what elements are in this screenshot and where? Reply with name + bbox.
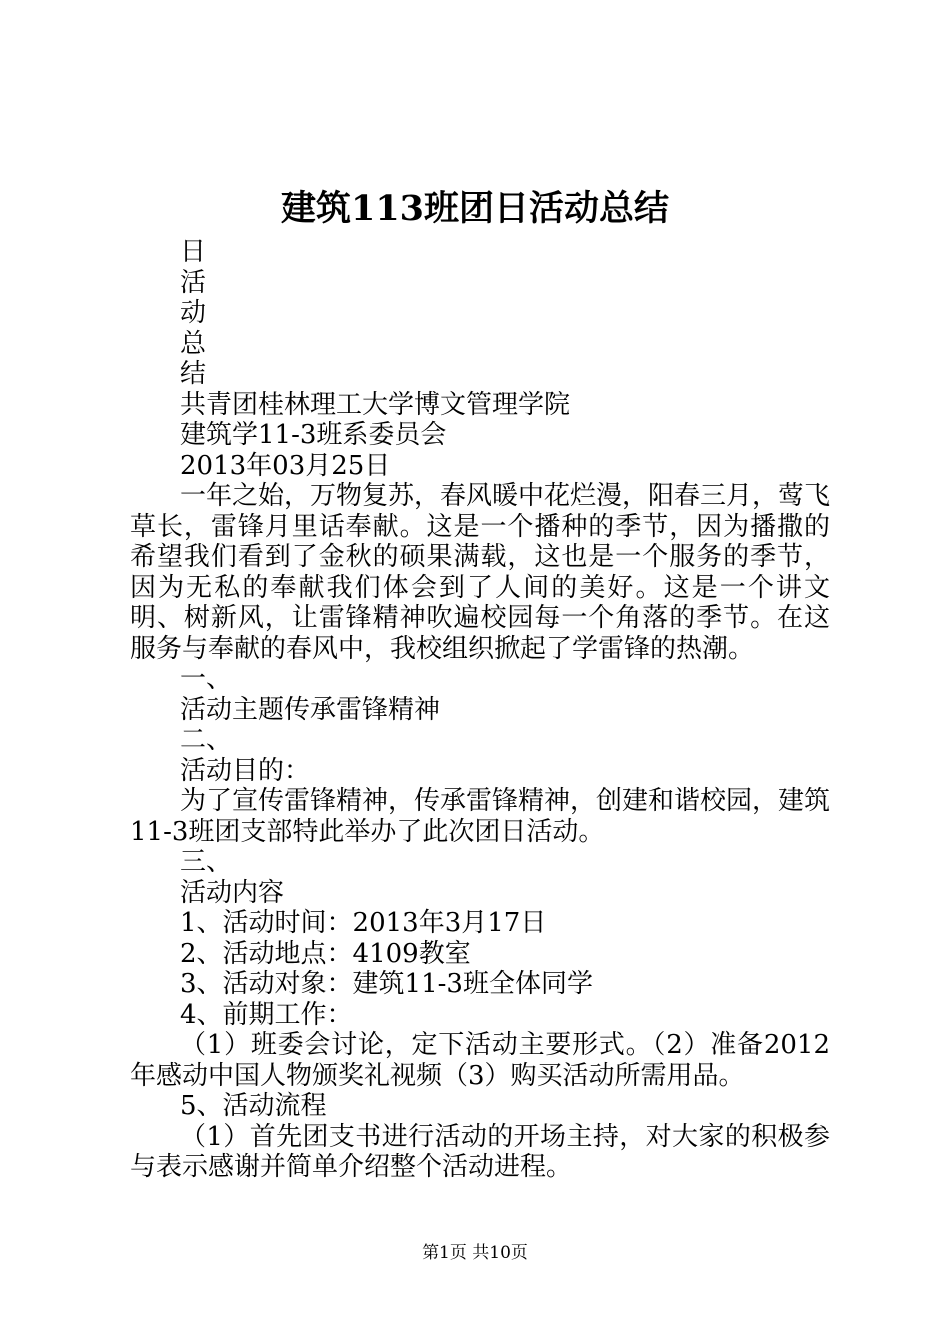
- list-item: 2、活动地点：4109教室: [180, 938, 471, 969]
- list-item: 1、活动时间：2013年3月17日: [180, 908, 547, 938]
- document-title: 建筑113班团日活动总结: [280, 188, 670, 229]
- vertical-title-char: 活: [180, 267, 207, 298]
- purpose-paragraph: 为了宣传雷锋精神，传承雷锋精神，创建和谐校园，建筑11-3班团支部特此举办了此次团日活动。: [130, 786, 831, 847]
- vertical-title-char: 动: [180, 298, 207, 328]
- list-item: 3、活动对象：建筑11-3班全体同学: [180, 969, 593, 999]
- page-footer: 第1页 共10页: [422, 1243, 528, 1263]
- intro-paragraph: 一年之始，万物复苏，春风暖中花烂漫，阳春三月，莺飞草长，雷锋月里话奉献。这是一个播种的季节，因为播撒的希望我们看到了金秋的硕果满载，这也是一个服务的季节，因为无私的奉献我们体会到了人间的美好。这是一个讲文明、树新风，让雷锋精神吹遍校园每一个角落的季节。在这服务与奉献的春风中，我校组织掀起了学雷锋的热潮。: [130, 481, 831, 664]
- committee-name: 建筑学11-3班系委员会: [180, 420, 447, 450]
- flow-paragraph: （1）首先团支书进行活动的开场主持，对大家的积极参与表示感谢并简单介绍整个活动进程。: [130, 1121, 830, 1182]
- section-number: 三、: [180, 847, 233, 877]
- prep-paragraph: （1）班委会讨论，定下活动主要形式。（2）准备2012年感动中国人物颁奖礼视频（3）购买活动所需用品。: [130, 1030, 830, 1091]
- vertical-title-char: 总: [180, 328, 207, 359]
- document-body: [130, 237, 830, 1183]
- section-heading: 活动目的：: [180, 755, 311, 786]
- section-number: 二、: [180, 725, 233, 755]
- section-heading: 活动内容: [180, 877, 285, 908]
- list-item: 5、活动流程: [180, 1091, 327, 1121]
- organization-name: 共青团桂林理工大学博文管理学院: [180, 389, 571, 420]
- section-number: 一、: [180, 664, 233, 694]
- document-date: 2013年03月25日: [180, 450, 391, 481]
- section-heading: 活动主题传承雷锋精神: [180, 694, 441, 725]
- vertical-title-char: 结: [180, 359, 207, 389]
- list-item: 4、前期工作：: [180, 999, 353, 1030]
- vertical-title-char: 日: [180, 237, 207, 267]
